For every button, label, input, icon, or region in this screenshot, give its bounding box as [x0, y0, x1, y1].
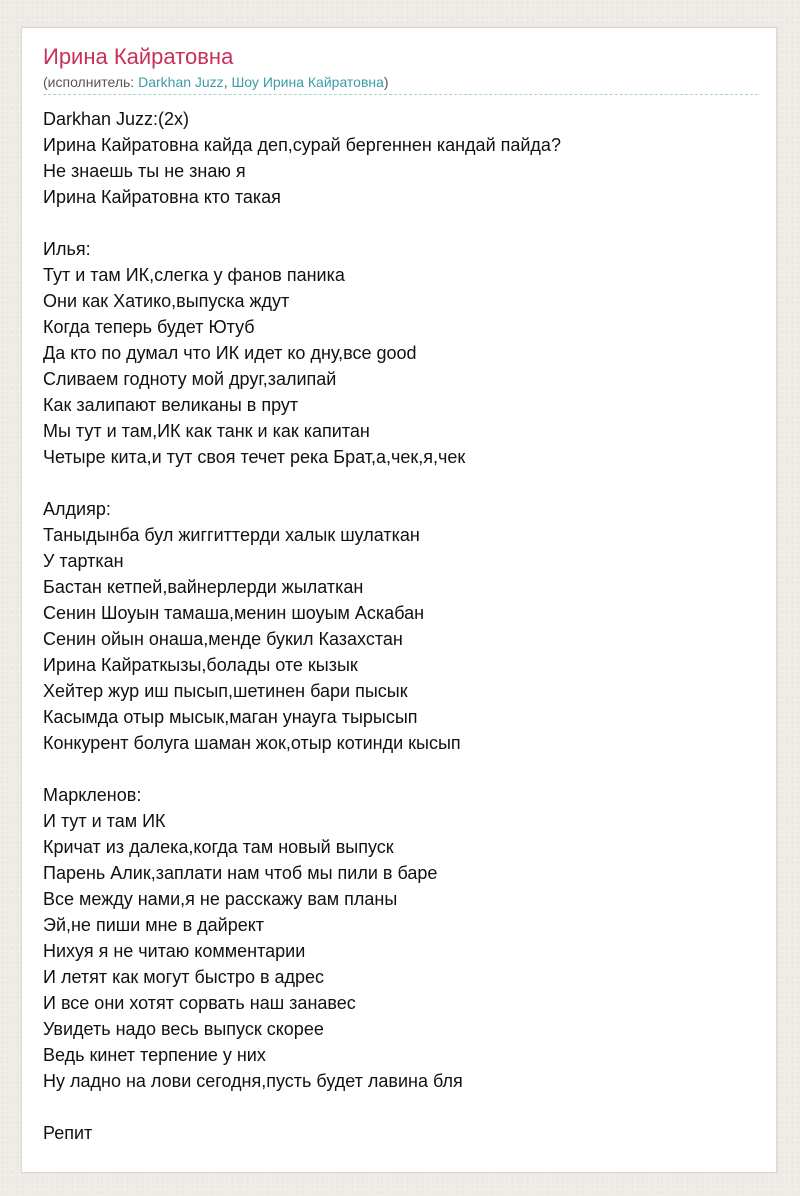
lyrics-blank-line	[43, 1094, 758, 1120]
lyrics-line: Все между нами,я не расскажу вам планы	[43, 889, 398, 909]
lyrics-line: Сенин ойын онаша,менде букил Казахстан	[43, 629, 403, 649]
lyrics-line: Ирина Кайраткызы,болады оте кызык	[43, 655, 358, 675]
lyrics-line: Они как Хатико,выпуска ждут	[43, 291, 290, 311]
lyrics-line: Увидеть надо весь выпуск скорее	[43, 1019, 324, 1039]
lyrics-line: Мы тут и там,ИК как танк и как капитан	[43, 421, 370, 441]
lyrics-card	[21, 27, 777, 1173]
lyrics-line: Сливаем годноту мой друг,залипай	[43, 369, 337, 389]
lyrics-line: Нихуя я не читаю комментарии	[43, 941, 306, 961]
lyrics-line: И тут и там ИК	[43, 811, 166, 831]
artist-link-show-irina-kairatovna[interactable]: Шоу Ирина Кайратовна	[231, 74, 384, 90]
lyrics-line: Как залипают великаны в прут	[43, 395, 299, 415]
lyrics-line: Кричат из далека,когда там новый выпуск	[43, 837, 394, 857]
lyrics-line: Да кто по думал что ИК идет ко дну,все good	[43, 343, 417, 363]
lyrics-line: Сенин Шоуын тамаша,менин шоуым Аскабан	[43, 603, 425, 623]
performer-suffix: )	[383, 74, 389, 90]
lyrics-blank-line	[43, 470, 758, 496]
lyrics-line: Ну ладно на лови сегодня,пусть будет лавина бля	[43, 1071, 463, 1091]
lyrics-blank-line	[43, 756, 758, 782]
lyrics-line: И летят как могут быстро в адрес	[43, 967, 325, 987]
artist-separator: ,	[223, 74, 232, 90]
artist-link-darkhan-juzz[interactable]: Darkhan Juzz	[138, 74, 224, 90]
lyrics-line: Когда теперь будет Ютуб	[43, 317, 255, 337]
lyrics-line: Бастан кетпей,вайнерлерди жылаткан	[43, 577, 364, 597]
lyrics-line: Ирина Кайратовна кто такая	[43, 187, 281, 207]
lyrics-line: Хейтер жур иш пысып,шетинен бари пысык	[43, 681, 408, 701]
lyrics-line: Ведь кинет терпение у них	[43, 1045, 266, 1065]
lyrics-line: Тут и там ИК,слегка у фанов паника	[43, 265, 345, 285]
lyrics-line: Алдияр:	[43, 499, 111, 519]
performer-prefix: (исполнитель:	[43, 74, 139, 90]
lyrics-line: Darkhan Juzz:(2x)	[43, 109, 190, 129]
lyrics-line: Маркленов:	[43, 785, 142, 805]
lyrics-line: Эй,не пиши мне в дайрект	[43, 915, 265, 935]
lyrics-blank-line	[43, 210, 758, 236]
title-divider	[43, 94, 758, 95]
lyrics-line: Не знаешь ты не знаю я	[43, 161, 246, 181]
lyrics-text	[43, 106, 758, 1146]
lyrics-line: Касымда отыр мысык,маган унауга тырысып	[43, 707, 418, 727]
lyrics-line: Таныдынба бул жиггиттерди халык шулаткан	[43, 525, 420, 545]
lyrics-line: И все они хотят сорвать наш занавес	[43, 993, 356, 1013]
lyrics-line: Парень Алик,заплати нам чтоб мы пили в баре	[43, 863, 438, 883]
lyrics-line: У тарткан	[43, 551, 124, 571]
lyrics-line: Ирина Кайратовна кайда деп,сурай бергеннен кандай пайда?	[43, 135, 561, 155]
song-title: Ирина Кайратовна	[43, 44, 234, 69]
lyrics-line: Репит	[43, 1123, 93, 1143]
lyrics-line: Илья:	[43, 239, 91, 259]
lyrics-line: Конкурент болуга шаман жок,отыр котинди кысып	[43, 733, 461, 753]
lyrics-line: Четыре кита,и тут своя течет река Брат,а,чек,я,чек	[43, 447, 466, 467]
performer-line	[43, 73, 389, 91]
